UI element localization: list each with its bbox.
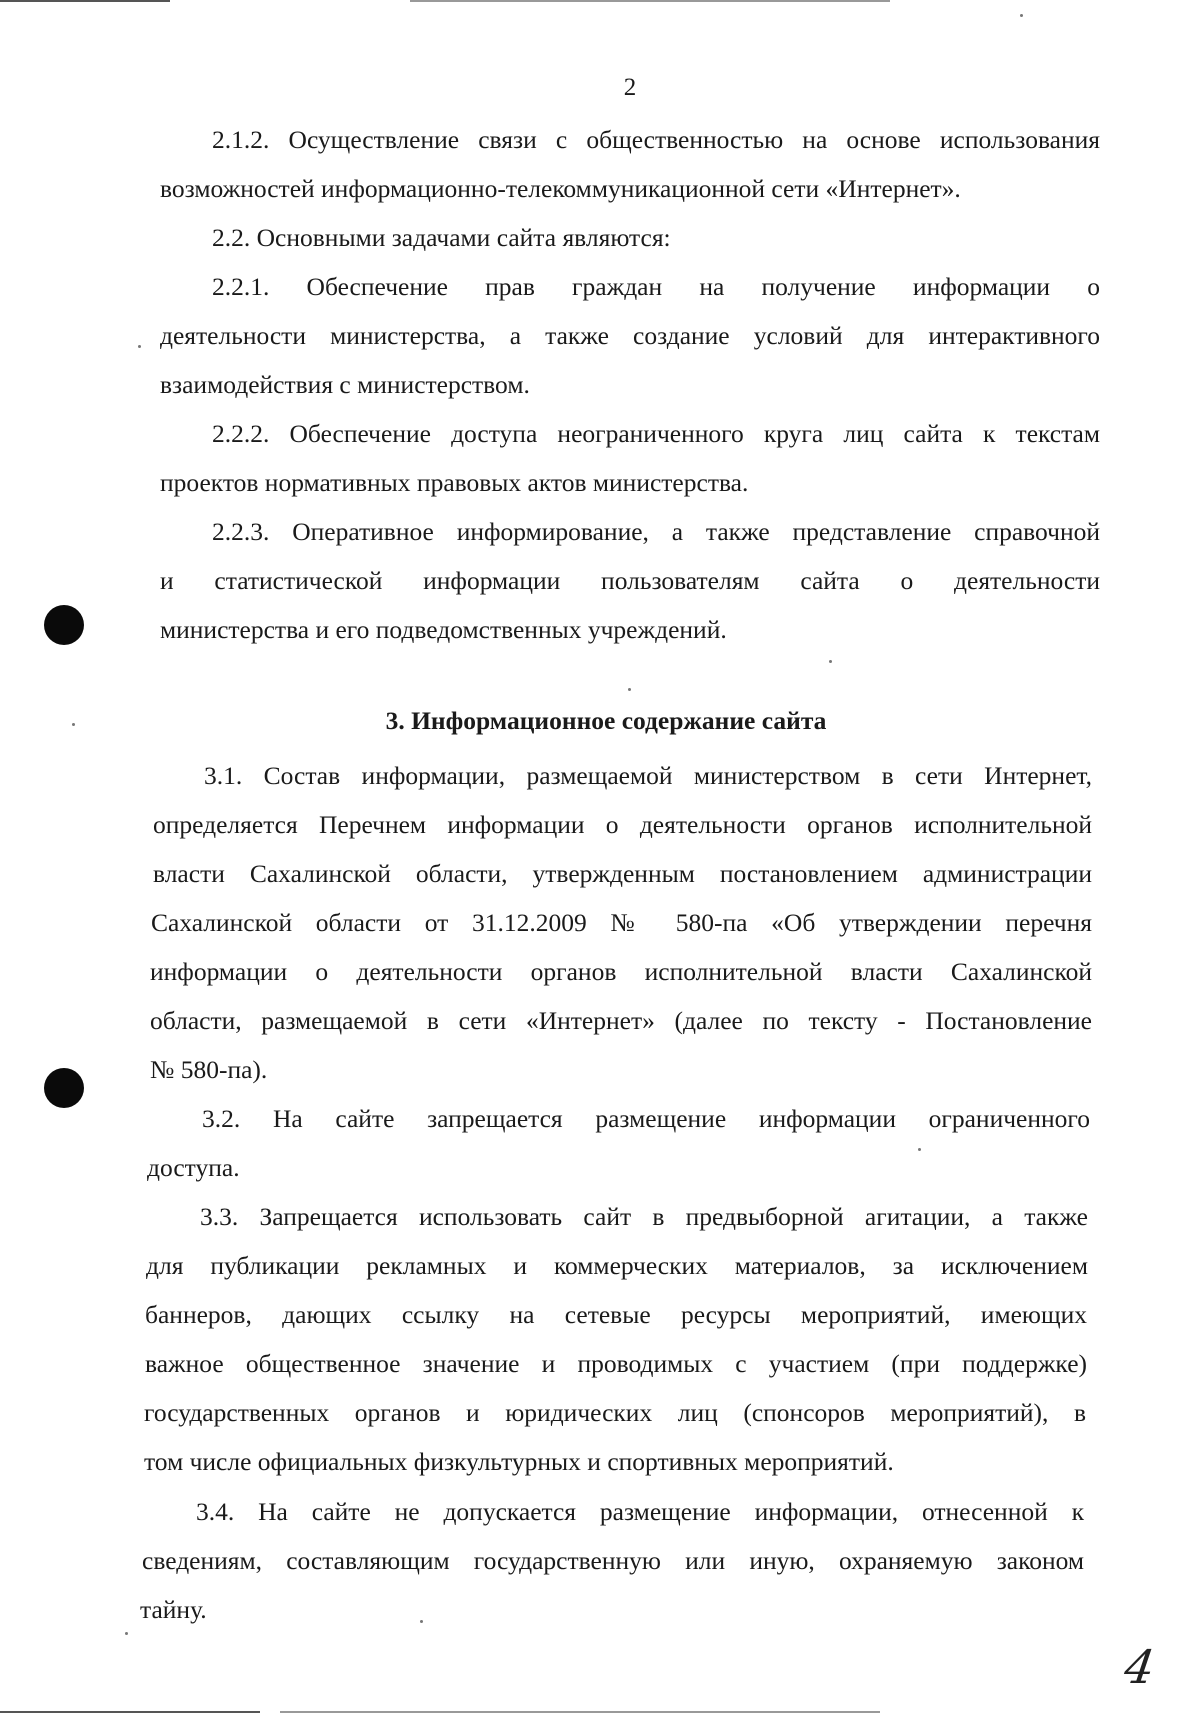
text-line: важное общественное значение и проводимых с участием (при поддержке) bbox=[145, 1349, 1087, 1378]
text-line: 3.2. На сайте запрещается размещение информации ограниченного bbox=[202, 1104, 1090, 1133]
text-line: тайну. bbox=[140, 1595, 207, 1624]
section-heading: 3. Информационное содержание сайта bbox=[385, 706, 827, 735]
page-number: 2 bbox=[623, 74, 637, 101]
text-line: возможностей информационно-телекоммуникационной сети «Интернет». bbox=[160, 174, 961, 203]
text-line: № 580-па). bbox=[150, 1055, 268, 1084]
text-line: 2.2. Основными задачами сайта являются: bbox=[212, 223, 671, 252]
handwritten-page-mark: 4 bbox=[1121, 1640, 1159, 1694]
text-line: государственных органов и юридических лиц (спонсоров мероприятий), в bbox=[144, 1398, 1086, 1427]
scan-speck bbox=[829, 660, 832, 663]
text-line: деятельности министерства, а также создание условий для интерактивного bbox=[160, 321, 1100, 350]
scan-speck bbox=[72, 723, 75, 726]
text-line: министерства и его подведомственных учреждений. bbox=[160, 615, 727, 644]
scan-speck bbox=[125, 1632, 128, 1635]
scan-speck bbox=[628, 688, 631, 691]
text-line: 3.3. Запрещается использовать сайт в предвыборной агитации, а также bbox=[200, 1202, 1088, 1231]
text-line: 2.2.1. Обеспечение прав граждан на получение информации о bbox=[212, 272, 1100, 301]
text-line: и статистической информации пользователям сайта о деятельности bbox=[160, 566, 1100, 595]
text-line: власти Сахалинской области, утвержденным постановлением администрации bbox=[153, 859, 1092, 888]
text-line: 2.2.3. Оперативное информирование, а также представление справочной bbox=[212, 517, 1100, 546]
text-line: 2.2.2. Обеспечение доступа неограниченного круга лиц сайта к текстам bbox=[212, 419, 1100, 448]
bottom-edge-line bbox=[280, 1711, 880, 1713]
text-line: том числе официальных физкультурных и спортивных мероприятий. bbox=[144, 1447, 894, 1476]
text-line: сведениям, составляющим государственную или иную, охраняемую законом bbox=[142, 1546, 1084, 1575]
text-line: для публикации рекламных и коммерческих материалов, за исключением bbox=[146, 1251, 1088, 1280]
bottom-edge-line bbox=[0, 1711, 260, 1713]
text-line: 3.1. Состав информации, размещаемой министерством в сети Интернет, bbox=[204, 761, 1092, 790]
top-edge-line bbox=[410, 0, 890, 2]
scan-speck bbox=[918, 1148, 921, 1151]
text-line: определяется Перечнем информации о деятельности органов исполнительной bbox=[153, 810, 1092, 839]
punch-hole bbox=[44, 1068, 84, 1108]
scan-speck bbox=[420, 1620, 423, 1623]
punch-hole bbox=[44, 605, 84, 645]
text-line: доступа. bbox=[147, 1153, 240, 1182]
scan-speck bbox=[138, 345, 141, 348]
text-line: 2.1.2. Осуществление связи с общественностью на основе использования bbox=[212, 125, 1100, 154]
text-line: проектов нормативных правовых актов министерства. bbox=[160, 468, 749, 497]
text-line: баннеров, дающих ссылку на сетевые ресурсы мероприятий, имеющих bbox=[145, 1300, 1087, 1329]
scan-speck bbox=[1020, 14, 1023, 17]
text-line: области, размещаемой в сети «Интернет» (далее по тексту - Постановление bbox=[150, 1006, 1092, 1035]
text-line: 3.4. На сайте не допускается размещение информации, отнесенной к bbox=[196, 1497, 1084, 1526]
text-line: Сахалинской области от 31.12.2009 № 580-па «Об утверждении перечня bbox=[151, 908, 1092, 937]
text-line: взаимодействия с министерством. bbox=[160, 370, 530, 399]
top-edge-line bbox=[0, 0, 170, 2]
text-line: информации о деятельности органов исполнительной власти Сахалинской bbox=[150, 957, 1092, 986]
